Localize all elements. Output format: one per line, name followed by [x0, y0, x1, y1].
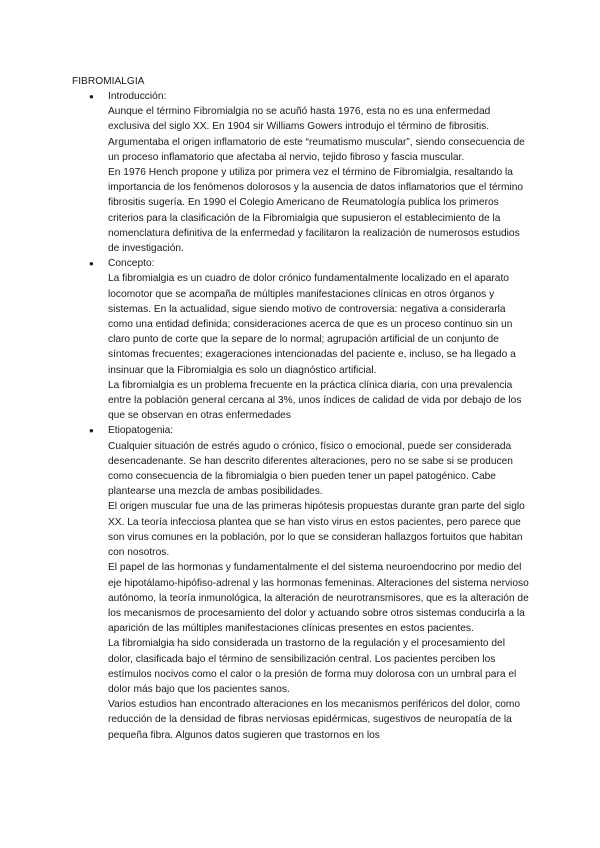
paragraph: Aunque el término Fibromialgia no se acuñó hasta 1976, esta no es una enfermedad exclusiva del siglo XX. En 1904 sir Williams Gowers introdujo el término de fibrositis. Argumentaba el origen inflamatorio de este “reumatismo muscular”, siendo consecuencia de un proceso inflamatorio que afectaba al nervio, tejido fibroso y fascia muscular.: [108, 106, 525, 163]
paragraph: El origen muscular fue una de las primeras hipótesis propuestas durante gran parte del siglo XX. La teoría infecciosa plantea que se han visto virus en estos pacientes, pero parece que son virus comunes en la población, por lo que se consideran hallazgos fortuitos que habitan con nosotros.: [108, 501, 525, 559]
section-etiopatogenia: [72, 423, 532, 742]
section-introduccion: [72, 89, 532, 256]
paragraph: La fibromialgia ha sido considerada un trastorno de la regulación y el procesamiento del dolor, clasificada bajo el término de sensibilización central. Los pacientes perciben los estímulos nocivos como el calor o la presión de forma muy dolorosa con un umbral para el dolor más bajo que los pacientes sanos.: [108, 638, 517, 695]
section-heading: Etiopatogenia:: [108, 425, 174, 437]
document-title: FIBROMIALGIA: [72, 76, 145, 87]
paragraph: La fibromialgia es un cuadro de dolor crónico fundamentalmente localizado en el aparato locomotor que se acompaña de múltiples manifestaciones clínicas en otros órganos y sistemas. En la actualidad, sigue siendo motivo de controversia: negativa a considerarla como una entidad definida; consideraciones acerca de que es un proceso continuo sin un claro punto de corte que la separe de lo normal; agrupación artificial de un conjunto de síntomas frecuentes; exageraciones intencionadas del paciente e, incluso, se ha llegado a insinuar que la Fibromialgia es solo un diagnóstico artificial.: [108, 273, 516, 376]
bullet-icon: ●: [89, 92, 94, 101]
bullet-icon: ●: [89, 259, 94, 269]
paragraph: El papel de las hormonas y fundamentalmente el del sistema neuroendocrino por medio del eje hipotálamo-hipófiso-adrenal y las hormonas femeninas. Alteraciones del sistema nervioso autónomo, la teoría inmunológica, la alteración de neurotransmisores, que es la alteración de los mecanismos de procesamiento del dolor y actuando sobre otros sistemas conducirla a la aparición de las múltiples manifestaciones clínicas presentes en estos pacientes.: [108, 562, 529, 635]
section-heading: Introducción:: [108, 91, 167, 102]
section-concepto: [72, 256, 532, 423]
paragraph: En 1976 Hench propone y utiliza por primera vez el término de Fibromialgia, resaltando la importancia de los fenómenos dolorosos y la ausencia de datos inflamatorios que el término fibrositis sugería. En 1990 el Colegio Americano de Reumatología publica los primeros criterios para la clasificación de la Fibromialgia que supusieron el establecimiento de la nomenclatura definitiva de la enfermedad y facilitaron la realización de numerosos estudios de investigación.: [108, 167, 524, 255]
bullet-icon: ●: [89, 426, 94, 436]
paragraph: Cualquier situación de estrés agudo o crónico, físico o emocional, puede ser considerada desencadenante. Se han descrito diferentes alteraciones, pero no se sabe si se producen como consecuencia de la fibromialgia o bien pueden tener un papel patogénico. Cabe plantearse una mezcla de ambas posibilidades.: [108, 440, 513, 498]
section-heading: Concepto:: [108, 258, 155, 270]
document-body: [72, 89, 532, 743]
paragraph: Varios estudios han encontrado alteraciones en los mecanismos periféricos del dolor, como reducción de la densidad de fibras nerviosas epidérmicas, sugestivos de neuropatía de la pequeña fibra. Algunos datos sugieren que trastornos en los: [108, 699, 521, 741]
paragraph: La fibromialgia es un problema frecuente en la práctica clínica diaria, con una prevalencia entre la población general cercana al 3%, unos índices de calidad de vida por debajo de los que se observan en otras enfermedades: [108, 379, 522, 422]
